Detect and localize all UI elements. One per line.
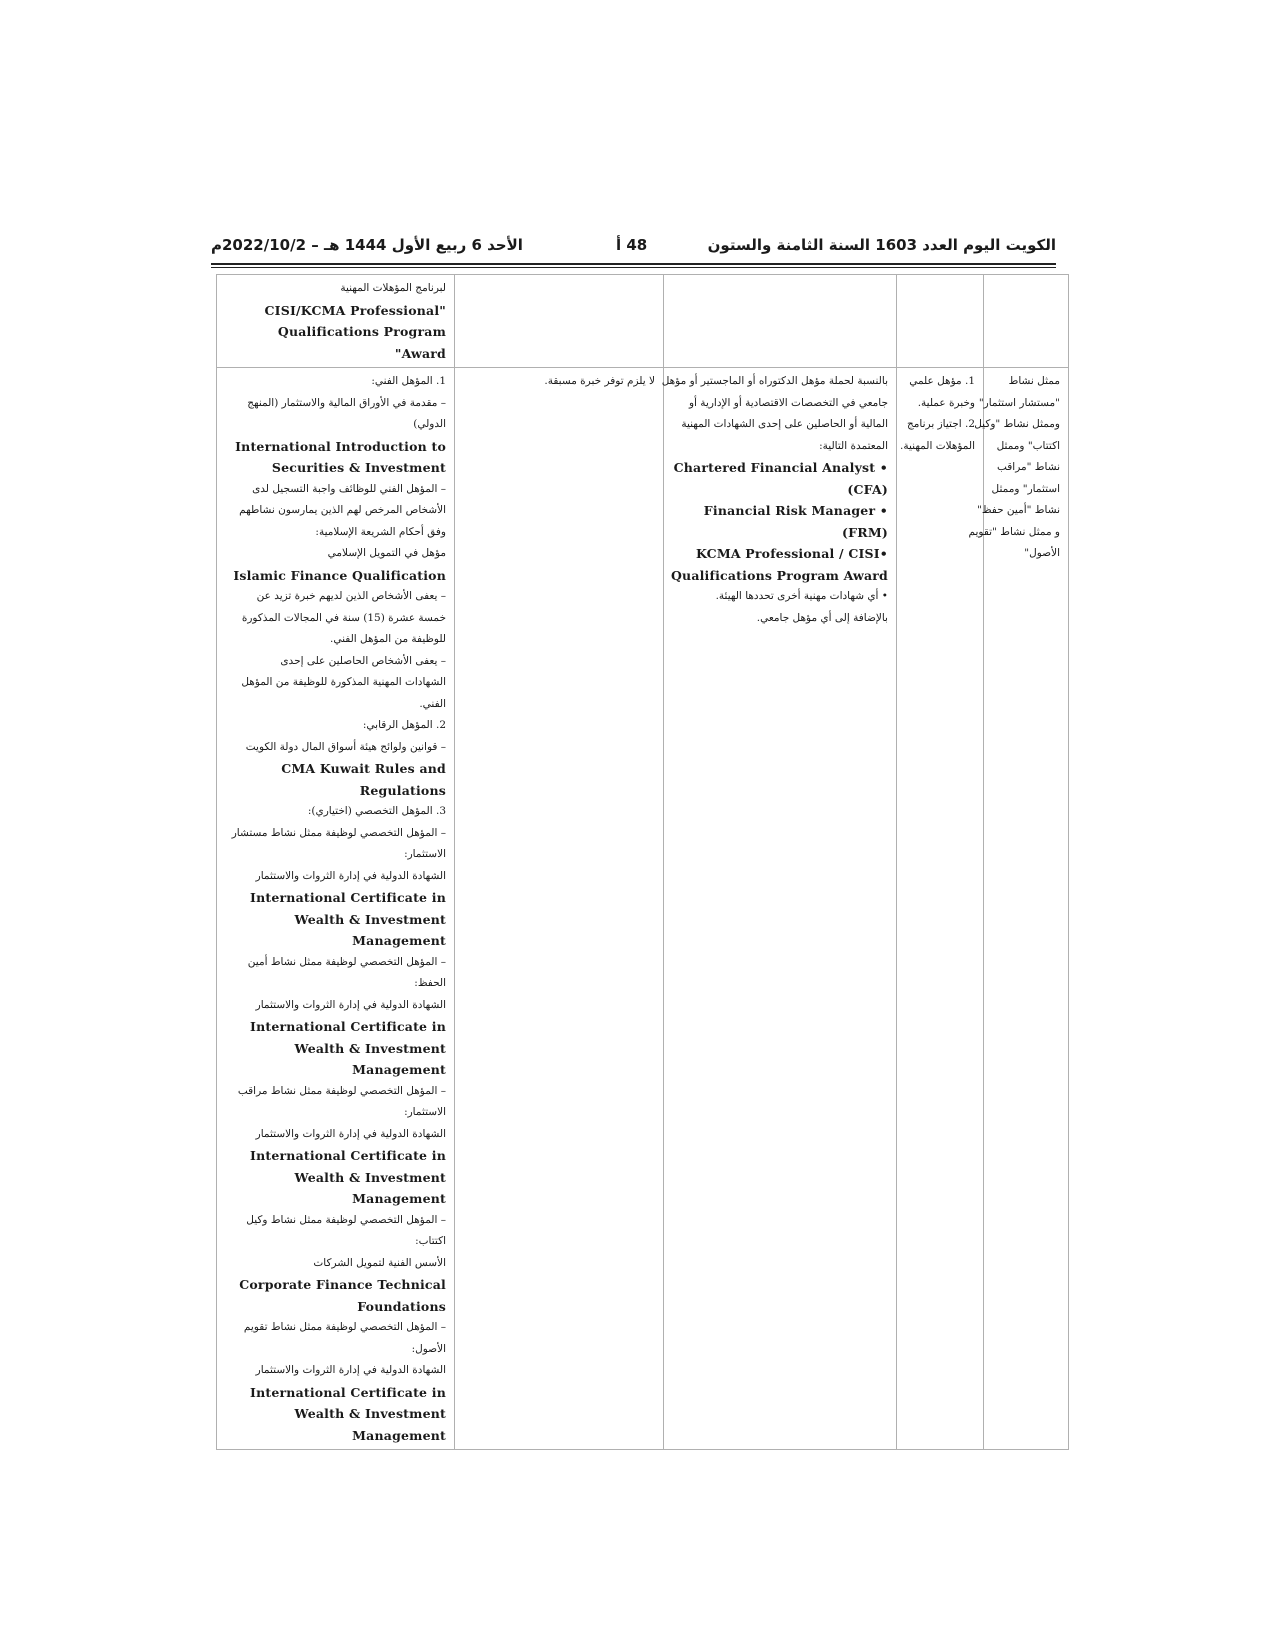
- cell-qualifications: [217, 275, 455, 368]
- cell-experience: [455, 275, 664, 368]
- cell-text-line: •KCMA Professional / CISI: [695, 546, 888, 561]
- cell-text-line: CMA Kuwait Rules and: [281, 761, 446, 776]
- cell-text-line: Wealth & Investment: [294, 1406, 446, 1421]
- cell-text-line: – يعفى الأشخاص الحاصلين على إحدى: [280, 654, 446, 667]
- cell-text-line: (FRM): [842, 524, 888, 540]
- cell-text-line: • Financial Risk Manager: [703, 503, 888, 518]
- qualifications-table: [216, 274, 1069, 1450]
- issue-date: الأحد 6 ربيع الأول 1444 هـ – 2022/10/2م: [211, 236, 523, 254]
- cell-text-line: استثمار" وممثل: [991, 482, 1060, 495]
- cell-text-line: Corporate Finance Technical: [239, 1277, 446, 1292]
- cell-text-line: الشهادة الدولية في إدارة الثروات والاستثمار: [255, 998, 446, 1011]
- cell-text-line: Award": [394, 345, 446, 361]
- cell-text-line: المالية أو الحاصلين على إحدى الشهادات المهنية: [681, 418, 888, 430]
- cell-text-line: – المؤهل الفني للوظائف واجبة التسجيل لدى: [252, 482, 446, 495]
- cell-text-line: Wealth & Investment: [294, 1040, 446, 1056]
- cell-text-line: الشهادة الدولية في إدارة الثروات والاستثمار: [255, 1364, 446, 1376]
- cell-text-line: بالنسبة لحملة مؤهل الدكتوراه أو الماجستير أو مؤهل: [661, 375, 888, 387]
- cell-text-line: المعتمدة التالية:: [819, 439, 888, 452]
- cell-text-line: المؤهلات المهنية.: [900, 439, 975, 452]
- cell-text-line: Islamic Finance Qualification: [233, 567, 446, 583]
- cell-text-line: 3. المؤهل التخصصي (اختياري):: [307, 805, 446, 817]
- cell-text-line: خمسة عشرة (15) سنة في المجالات المذكورة: [241, 611, 446, 624]
- cell-text-line: الأسس الفنية لتمويل الشركات: [313, 1256, 446, 1269]
- cell-text-line: مؤهل في التمويل الإسلامي: [327, 547, 446, 559]
- cell-exemptions: [664, 275, 897, 368]
- cell-text-line: International Certificate in: [250, 1384, 446, 1400]
- cell-text-line: الأصول": [1024, 547, 1060, 559]
- cell-text-line: نشاط "أمين حفظ": [976, 504, 1060, 516]
- cell-requirements: [897, 275, 984, 368]
- cell-text-line: وممثل نشاط "وكيل: [974, 418, 1060, 430]
- cell-job-title: [968, 368, 1069, 1450]
- cell-text-line: للوظيفة من المؤهل الفني.: [330, 633, 446, 645]
- cell-text-line: وفق أحكام الشريعة الإسلامية:: [315, 525, 446, 538]
- cell-text-line: Management: [352, 1191, 446, 1206]
- cell-text-line: "مستشار استثمار": [978, 396, 1060, 409]
- cell-text-line: ممثل نشاط: [1008, 375, 1060, 387]
- cell-text-line: Securities & Investment: [271, 460, 446, 475]
- cell-text-line: Qualifications Program: [277, 324, 446, 339]
- cell-text-line: – المؤهل التخصصي لوظيفة ممثل نشاط وكيل: [246, 1213, 446, 1226]
- cell-experience: [455, 368, 664, 1450]
- cell-text-line: الحفظ:: [414, 977, 446, 989]
- cell-text-line: اكتتاب:: [415, 1235, 446, 1247]
- cell-text-line: International Certificate in: [250, 890, 446, 905]
- cell-text-line: Management: [352, 1062, 446, 1077]
- cell-text-line: Qualifications Program Award: [670, 567, 888, 583]
- header-rule-thin: [211, 267, 1056, 268]
- cell-text-line: الفني.: [419, 697, 446, 710]
- cell-text-line: 2. اجتياز برنامج: [907, 418, 975, 430]
- page-header: [211, 236, 1056, 258]
- cell-text-line: – مقدمة في الأوراق المالية والاستثمار (المنهج: [247, 396, 446, 409]
- cell-text-line: لبرنامج المؤهلات المهنية: [340, 282, 446, 294]
- cell-text-line: – يعفى الأشخاص الذين لديهم خبرة تزيد عن: [256, 590, 446, 602]
- page-number: 48 أ: [616, 236, 648, 254]
- cell-text-line: الاستثمار:: [404, 1106, 446, 1118]
- cell-text-line: International Certificate in: [250, 1148, 446, 1163]
- cell-text-line: الشهادات المهنية المذكورة للوظيفة من المؤهل: [241, 676, 446, 688]
- cell-text-line: International Introduction to: [235, 438, 446, 454]
- cell-text-line: Foundations: [357, 1298, 446, 1314]
- cell-job-title: [984, 275, 1069, 368]
- cell-exemptions: [661, 368, 897, 1450]
- gazette-issue-title: الكويت اليوم العدد 1603 السنة الثامنة والستون: [707, 236, 1056, 254]
- cell-text-line: جامعي في التخصصات الاقتصادية أو الإدارية أو: [688, 396, 888, 409]
- cell-text-line: Wealth & Investment: [294, 1169, 446, 1185]
- cell-text-line: International Certificate in: [250, 1019, 446, 1034]
- cell-qualifications: [217, 368, 455, 1450]
- cell-text-line: – قوانين ولوائح هيئة أسواق المال دولة الكويت: [245, 740, 446, 753]
- cell-text-line: الأشخاص المرخص لهم الذين يمارسون نشاطهم: [239, 504, 446, 516]
- cell-text-line: • Chartered Financial Analyst: [673, 460, 888, 475]
- table-row: [217, 368, 1069, 1450]
- table-row: [217, 275, 1069, 368]
- cell-text-line: • أي شهادات مهنية أخرى تحددها الهيئة.: [715, 590, 888, 602]
- cell-text-line: – المؤهل التخصصي لوظيفة ممثل نشاط أمين: [247, 955, 446, 968]
- cell-text-line: الدولي): [413, 418, 446, 430]
- cell-text-line: Management: [352, 933, 446, 948]
- cell-text-line: Regulations: [359, 782, 446, 798]
- cell-text-line: الأصول:: [411, 1342, 446, 1355]
- cell-text-line: 1. مؤهل علمي: [909, 375, 975, 387]
- cell-text-line: وخبرة عملية.: [917, 396, 975, 409]
- cell-text-line: نشاط "مراقب: [996, 461, 1060, 473]
- cell-text-line: "CISI/KCMA Professional: [264, 302, 446, 318]
- cell-text-line: لا يلزم توفر خبرة مسبقة.: [544, 375, 655, 387]
- cell-text-line: بالإضافة إلى أي مؤهل جامعي.: [756, 611, 888, 624]
- cell-text-line: 2. المؤهل الرقابي:: [362, 719, 446, 731]
- cell-text-line: – المؤهل التخصصي لوظيفة ممثل نشاط مستشار: [231, 826, 446, 839]
- cell-text-line: – المؤهل التخصصي لوظيفة ممثل نشاط مراقب: [237, 1084, 446, 1097]
- cell-text-line: الشهادة الدولية في إدارة الثروات والاستثمار: [255, 1127, 446, 1140]
- cell-text-line: اكتتاب" وممثل: [996, 439, 1060, 452]
- cell-text-line: – المؤهل التخصصي لوظيفة ممثل نشاط تقويم: [243, 1321, 446, 1333]
- cell-text-line: (CFA): [847, 481, 888, 497]
- cell-text-line: الاستثمار:: [404, 848, 446, 860]
- cell-text-line: Management: [352, 1427, 446, 1443]
- cell-text-line: 1. المؤهل الفني:: [371, 375, 446, 387]
- cell-text-line: Wealth & Investment: [294, 911, 446, 927]
- header-rule-thick: [211, 263, 1056, 265]
- cell-text-line: الشهادة الدولية في إدارة الثروات والاستثمار: [255, 869, 446, 882]
- cell-text-line: و ممثل نشاط "تقويم: [968, 525, 1060, 538]
